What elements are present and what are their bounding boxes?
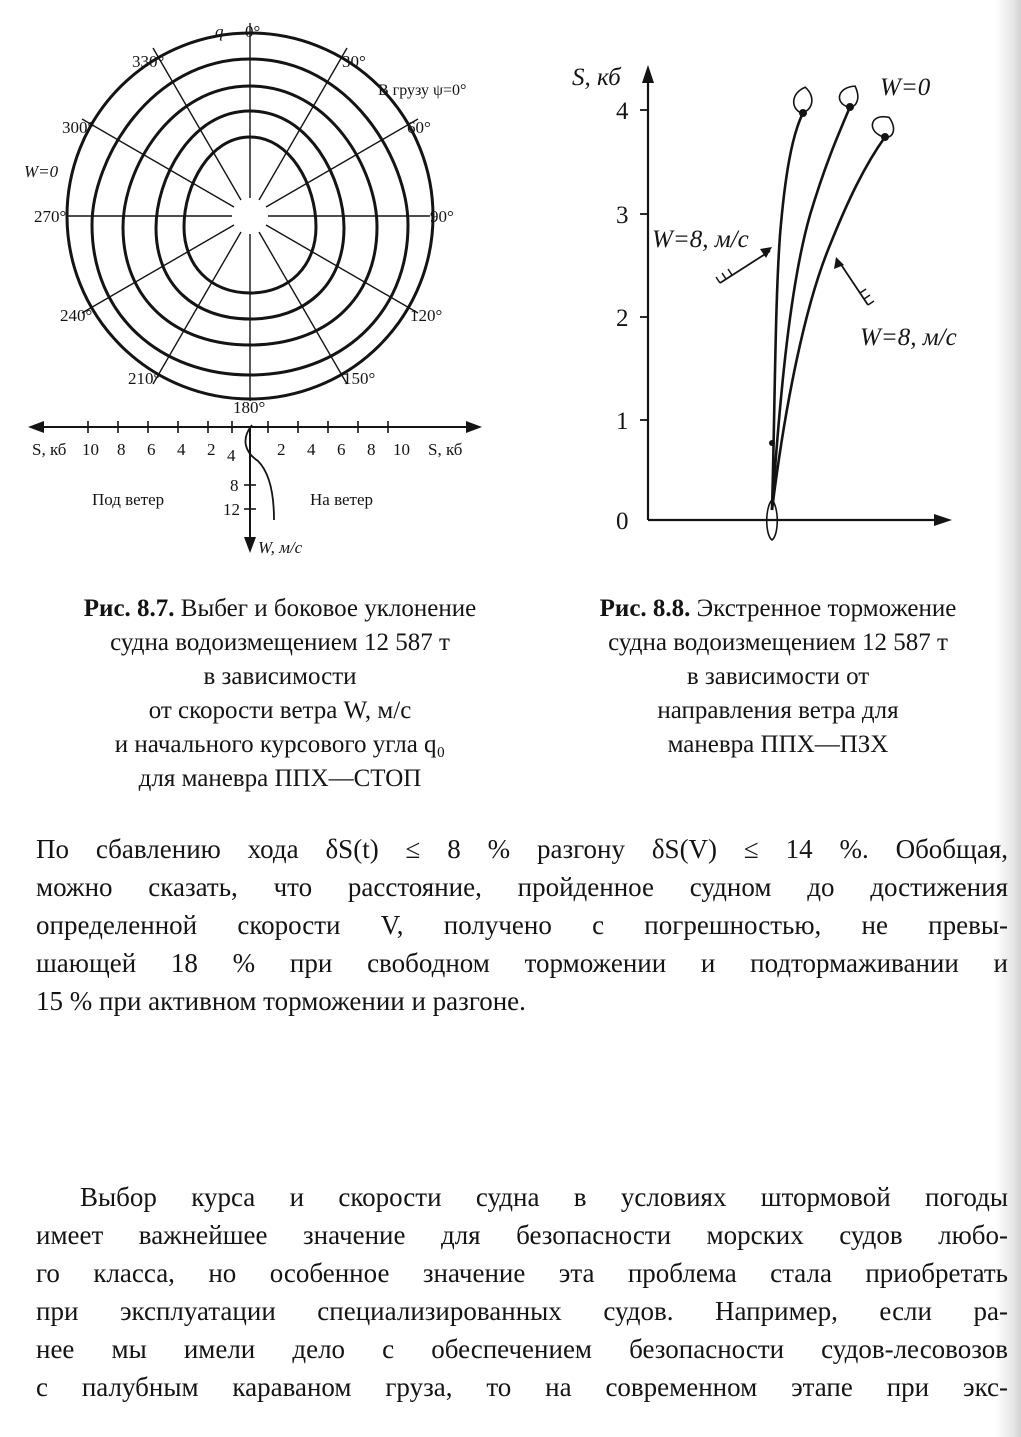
w-zero-label: W=0 bbox=[24, 162, 59, 181]
y-tick-2: 2 bbox=[616, 305, 629, 332]
angle-90-label: 90° bbox=[430, 207, 454, 226]
caption-line: в зависимости от bbox=[686, 663, 870, 690]
y-tick-1: 1 bbox=[616, 408, 629, 435]
text-line: можно сказать, что расстояние, пройденное судном до достижения bbox=[36, 872, 1008, 902]
y-tick-3: 3 bbox=[616, 202, 629, 229]
text-line: Выбор курса и скорости судна в условиях штормовой погоды bbox=[80, 1182, 1008, 1212]
text-line: По сбавлению хода δS(t) ≤ 8 % разгону δS(V) ≤ 14 %. Обобщая, bbox=[36, 834, 1008, 864]
tick-right-2: 2 bbox=[277, 440, 286, 459]
angle-330-label: 330° bbox=[132, 52, 165, 71]
axis-left-label: S, кб bbox=[32, 440, 67, 459]
down-arrowhead bbox=[244, 537, 256, 553]
angle-30-label: 30° bbox=[342, 52, 366, 71]
caption-figure-8-8 bbox=[548, 592, 1008, 762]
axis-right-label: S, кб bbox=[428, 440, 463, 459]
text-line: шающей 18 % при свободном торможении и подтормаживании и bbox=[36, 948, 1008, 978]
y-tick-0: 0 bbox=[616, 508, 629, 535]
figure-8-7 bbox=[20, 15, 500, 565]
y-tick-4: 4 bbox=[616, 98, 629, 125]
right-arrowhead bbox=[466, 421, 482, 433]
w8-right-label: W=8, м/с bbox=[860, 324, 957, 351]
text-line: 15 % при активном торможении и разгоне. bbox=[36, 986, 526, 1016]
angle-240-label: 240° bbox=[60, 306, 93, 325]
q-label: q bbox=[215, 22, 224, 41]
tick-left-10: 10 bbox=[82, 440, 99, 459]
tick-right-4: 4 bbox=[307, 440, 316, 459]
caption-line: Экстренное торможение bbox=[696, 595, 957, 622]
y-arrowhead bbox=[642, 65, 654, 83]
angle-60-label: 60° bbox=[407, 118, 431, 137]
caption-line: судна водоизмещением 12 587 т bbox=[608, 629, 948, 656]
angle-180-label: 180° bbox=[233, 398, 266, 417]
tick-right-10: 10 bbox=[393, 440, 410, 459]
wind-arrow-left bbox=[720, 251, 770, 283]
angle-270-label: 270° bbox=[34, 207, 67, 226]
tick-w-8: 8 bbox=[230, 476, 239, 495]
caption-line: от скорости ветра W, м/с bbox=[148, 697, 412, 724]
w-zero-label: W=0 bbox=[880, 74, 931, 101]
tick-w-4: 4 bbox=[227, 446, 236, 465]
trajectory-middle bbox=[772, 107, 850, 510]
text-line: имеет важнейшее значение для безопасности морских судов любо- bbox=[36, 1220, 1008, 1250]
left-arrowhead bbox=[28, 421, 44, 433]
w-axis-label: W, м/с bbox=[258, 538, 303, 557]
text-line: определенной скорости V, получено с погрешностью, не превы- bbox=[36, 910, 1008, 940]
tick-w-12: 12 bbox=[223, 500, 240, 519]
caption-line: направления ветра для bbox=[657, 697, 899, 724]
angle-120-label: 120° bbox=[410, 306, 443, 325]
angle-150-label: 150° bbox=[343, 369, 376, 388]
polar-diagram bbox=[20, 15, 500, 565]
body-paragraph-2 bbox=[36, 1178, 1008, 1406]
caption-line: и начального курсового угла q₀ bbox=[114, 731, 446, 758]
text-line: го класса, но особенное значение эта проблема стала приобретать bbox=[36, 1258, 1008, 1288]
text-line: при эксплуатации специализированных судов. Например, если ра- bbox=[36, 1296, 1008, 1326]
figure-8-8 bbox=[560, 55, 1000, 560]
upwind-label: На ветер bbox=[310, 490, 374, 509]
caption-line: Выбег и боковое уклонение bbox=[180, 595, 477, 622]
caption-line: для маневра ППХ—СТОП bbox=[138, 765, 422, 792]
angle-300-label: 300° bbox=[62, 118, 95, 137]
text-line: нее мы имели дело с обеспечением безопасности судов-лесовозов bbox=[36, 1334, 1008, 1364]
tick-right-6: 6 bbox=[337, 440, 346, 459]
x-arrowhead bbox=[934, 514, 952, 526]
caption-line: судна водоизмещением 12 587 т bbox=[110, 629, 450, 656]
caption-figure-8-7 bbox=[20, 592, 540, 796]
cargo-note: В грузу ψ=0° bbox=[378, 82, 467, 99]
w8-left-label: W=8, м/с bbox=[652, 226, 749, 253]
caption-label: Рис. 8.8. bbox=[599, 595, 691, 622]
angle-210-label: 210° bbox=[128, 369, 161, 388]
wind-arrow-right bbox=[840, 263, 868, 305]
tick-left-4: 4 bbox=[177, 440, 186, 459]
caption-line: в зависимости bbox=[203, 663, 357, 690]
body-paragraph-1 bbox=[36, 830, 1008, 1020]
tick-left-2: 2 bbox=[207, 440, 216, 459]
tick-left-8: 8 bbox=[117, 440, 126, 459]
downwind-label: Под ветер bbox=[92, 490, 165, 509]
text-line: с палубным караваном груза, то на современном этапе при экс- bbox=[36, 1372, 1008, 1402]
caption-line: маневра ППХ—ПЗХ bbox=[667, 731, 889, 758]
angle-0-label: 0° bbox=[245, 22, 261, 41]
tick-right-8: 8 bbox=[367, 440, 376, 459]
caption-label: Рис. 8.7. bbox=[83, 595, 175, 622]
trajectory-diagram bbox=[560, 55, 1000, 560]
y-axis-label: S, кб bbox=[572, 64, 621, 91]
tick-left-6: 6 bbox=[147, 440, 156, 459]
